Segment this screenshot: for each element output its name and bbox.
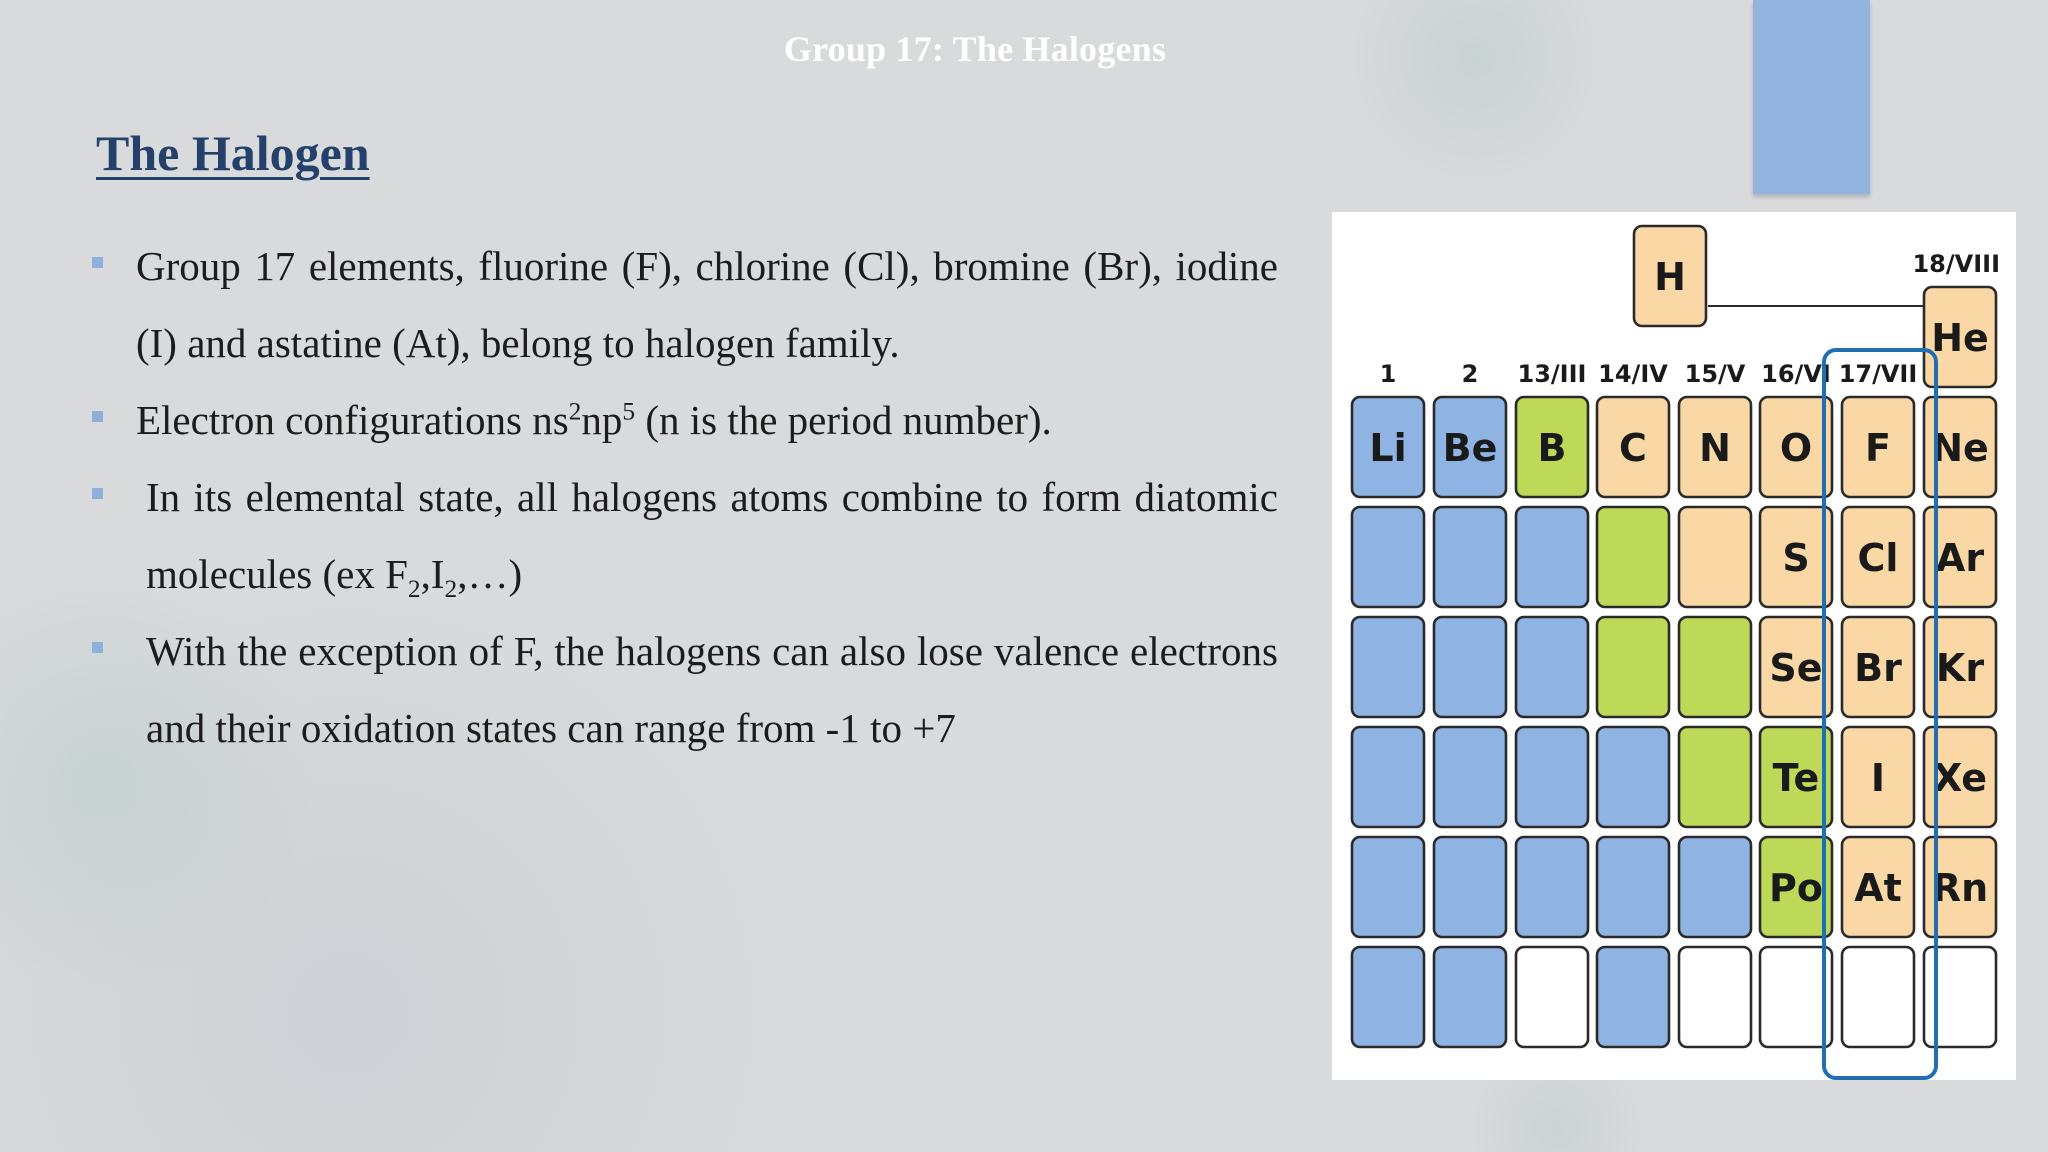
cell-box <box>1352 947 1424 1047</box>
bullet-square-icon <box>92 411 103 422</box>
element-cell <box>1434 507 1506 607</box>
accent-bar <box>1753 0 1870 194</box>
element-cell-be <box>1434 397 1506 497</box>
group-label: 14/IV <box>1598 360 1668 388</box>
element-symbol: S <box>1782 536 1810 580</box>
cell-box <box>1516 947 1588 1047</box>
cell-box <box>1516 727 1588 827</box>
element-symbol: Li <box>1369 426 1407 470</box>
cell-box <box>1597 727 1669 827</box>
bullet-text-run: Electron configurations ns <box>136 397 569 443</box>
section-heading: The Halogen <box>96 125 370 181</box>
bullet-text <box>146 474 1278 604</box>
group-label-noble: 18/VIII <box>1912 250 2000 278</box>
element-cell <box>1679 727 1751 827</box>
bullet-square-icon <box>92 257 103 268</box>
cell-box <box>1434 947 1506 1047</box>
cell-box <box>1679 727 1751 827</box>
cell-box <box>1516 617 1588 717</box>
element-cell-te <box>1760 727 1832 827</box>
bullet-square-icon <box>92 642 103 653</box>
element-cell <box>1434 727 1506 827</box>
element-cell <box>1434 617 1506 717</box>
element-cell <box>1679 947 1751 1047</box>
element-cell-br <box>1842 617 1914 717</box>
element-cell-s <box>1760 507 1832 607</box>
element-cell-f <box>1842 397 1914 497</box>
element-cell <box>1842 947 1914 1047</box>
element-cell-hydrogen <box>1634 226 1706 326</box>
element-cell <box>1516 727 1588 827</box>
cell-box <box>1760 947 1832 1047</box>
element-cell <box>1679 837 1751 937</box>
element-symbol: H <box>1654 255 1686 299</box>
cell-box <box>1597 947 1669 1047</box>
element-cell-i <box>1842 727 1914 827</box>
bullet-item <box>88 459 1278 613</box>
cell-box <box>1352 837 1424 937</box>
element-symbol: Be <box>1442 426 1498 470</box>
element-cell <box>1679 507 1751 607</box>
cell-box <box>1516 507 1588 607</box>
element-symbol: Se <box>1769 646 1823 690</box>
group-label: 2 <box>1461 360 1479 388</box>
element-cell <box>1597 837 1669 937</box>
element-cell-po <box>1760 837 1832 937</box>
element-cell <box>1597 617 1669 717</box>
periodic-table-svg <box>1332 212 2016 1080</box>
element-cell <box>1352 617 1424 717</box>
element-symbol: Te <box>1772 756 1820 800</box>
bullet-text-run: With the exception of F, the halogens can also lose valence electrons and their oxidation states can range from -1 to +7 <box>146 628 1278 751</box>
element-cell <box>1352 837 1424 937</box>
cell-box <box>1679 507 1751 607</box>
element-cell <box>1352 507 1424 607</box>
group-label: 17/VII <box>1838 360 1918 388</box>
element-symbol: He <box>1931 316 1989 360</box>
element-cell <box>1516 507 1588 607</box>
element-cell <box>1352 727 1424 827</box>
element-cell <box>1760 947 1832 1047</box>
superscript: 5 <box>622 397 636 426</box>
element-symbol: Xe <box>1932 756 1988 800</box>
bullet-text <box>136 243 1278 366</box>
element-cell <box>1434 947 1506 1047</box>
cell-box <box>1352 507 1424 607</box>
cell-box <box>1679 837 1751 937</box>
element-symbol: Cl <box>1857 536 1899 580</box>
cell-box <box>1679 947 1751 1047</box>
group-label: 15/V <box>1684 360 1746 388</box>
element-cell-c <box>1597 397 1669 497</box>
element-symbol: Br <box>1854 646 1902 690</box>
bullet-text-run: ,I <box>420 551 445 597</box>
element-cell <box>1597 507 1669 607</box>
element-symbol: At <box>1854 866 1902 910</box>
element-cell-se <box>1760 617 1832 717</box>
subscript: 2 <box>444 575 458 604</box>
superscript: 2 <box>568 397 582 426</box>
element-symbol: Rn <box>1931 866 1989 910</box>
bullet-item <box>88 382 1278 459</box>
bullet-square-icon <box>92 488 103 499</box>
bullet-text-run: ,…) <box>457 551 523 597</box>
bullet-text-run: Group 17 elements, fluorine (F), chlorine (Cl), bromine (Br), iodine (I) and astatine (At), belong to halogen family. <box>136 243 1278 366</box>
cell-box <box>1516 837 1588 937</box>
element-cell-o <box>1760 397 1832 497</box>
cell-box <box>1842 947 1914 1047</box>
element-symbol: Ar <box>1935 536 1985 580</box>
element-symbol: F <box>1865 426 1891 470</box>
element-cell <box>1516 617 1588 717</box>
bullet-list <box>88 228 1278 767</box>
cell-box <box>1597 837 1669 937</box>
element-cell-li <box>1352 397 1424 497</box>
bullet-text <box>136 397 1052 443</box>
element-symbol: N <box>1699 426 1731 470</box>
cell-box <box>1352 727 1424 827</box>
cell-box <box>1352 617 1424 717</box>
group-label: 16/VI <box>1761 360 1831 388</box>
group-label: 13/III <box>1517 360 1587 388</box>
element-symbol: O <box>1779 426 1813 470</box>
element-symbol: B <box>1537 426 1567 470</box>
cell-box <box>1679 617 1751 717</box>
bullet-item <box>88 228 1278 382</box>
element-cell-n <box>1679 397 1751 497</box>
element-symbol: Ne <box>1931 426 1989 470</box>
element-symbol: I <box>1870 756 1886 800</box>
element-cell <box>1352 947 1424 1047</box>
bullet-item <box>88 613 1278 767</box>
cell-box <box>1434 617 1506 717</box>
slide-header-title: Group 17: The Halogens <box>783 29 1167 69</box>
bullet-text-run: (n is the period number). <box>635 397 1052 443</box>
cell-box <box>1597 617 1669 717</box>
bullet-text-run: In its elemental state, all halogens atoms combine to form diatomic molecules (ex F <box>146 474 1278 597</box>
group-label: 1 <box>1379 360 1397 388</box>
element-cell-at <box>1842 837 1914 937</box>
element-symbol: Kr <box>1935 646 1985 690</box>
element-cell <box>1516 837 1588 937</box>
periodic-table-figure <box>1332 212 2016 1080</box>
element-cell <box>1597 727 1669 827</box>
element-cell <box>1597 947 1669 1047</box>
cell-box <box>1434 727 1506 827</box>
cell-box <box>1597 507 1669 607</box>
element-cell <box>1434 837 1506 937</box>
element-symbol: Po <box>1769 866 1823 910</box>
element-cell-cl <box>1842 507 1914 607</box>
cell-box <box>1434 507 1506 607</box>
element-cell-b <box>1516 397 1588 497</box>
element-cell <box>1516 947 1588 1047</box>
cell-box <box>1434 837 1506 937</box>
element-cell <box>1679 617 1751 717</box>
element-symbol: C <box>1619 426 1647 470</box>
bullet-text <box>146 628 1278 751</box>
bullet-text-run: np <box>581 397 623 443</box>
subscript: 2 <box>407 575 421 604</box>
